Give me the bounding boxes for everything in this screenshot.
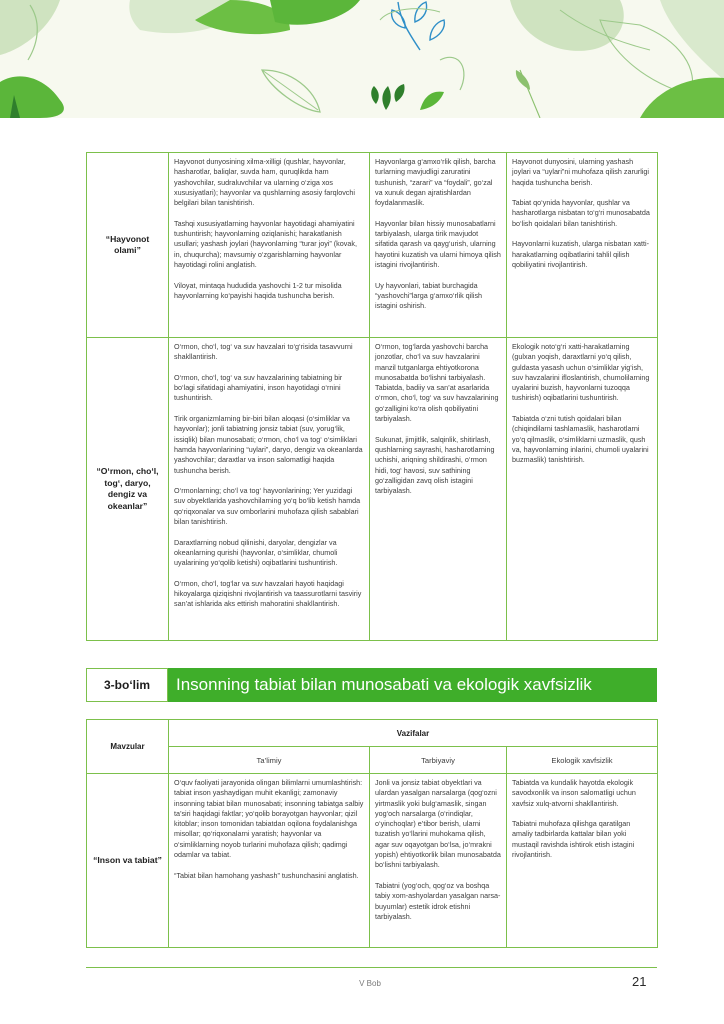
educational-cell: O‘quv faoliyati jarayonida olingan bilimlarni umumlashtirish: tabiat inson yashaydigan muhit ekanligi; zamonaviy insonning tabiat bilan munosabati; insonning tabiatga salbiy ta’siri haqidagi faktlar; yo‘qolib borayotgan hayvonlar; qizil kitoblar; inson tomonidan tabiatdan oqilona foydalanishga misollar; qo‘riqxonalarni yaratish; hayvonlar va o‘simliklarning noyob turlarini muhofaza qilish; qadimgi odamlar va tabiat. “Tabiat bilan hamohang yashash” tushunchasini anglatish. xyxy=(169,774,370,948)
section-number: 3-bo‘lim xyxy=(86,668,168,702)
header-banner xyxy=(0,0,724,118)
leaf-decoration-icon xyxy=(0,0,724,118)
topics-header: Mavzular xyxy=(87,720,169,774)
chapter-label: V Bob xyxy=(359,979,381,988)
educational-cell: O‘rmon, cho‘l, tog‘ va suv havzalari to‘g‘risida tasavvurni shakllantirish. O‘rmon, cho‘l, tog‘ va suv havzalarining tabiatning bir bo‘lagi sifatidagi ahamiyatini, inson hayotidagi o‘rnini tushuntirish. Tirik organizmlarning bir-biri bilan aloqasi (o‘simliklar va hayvonlar); jonli tabiatning jonsiz tabiat (suv, yorug‘lik, issiqlik) bilan munosabati; o‘rmon, cho‘l va tog‘ o‘simliklari hamda hayvonlarining “uylari”, daryo, dengiz va okeanlarda yashovchilar; daraxtlar va inson salomatligi haqida tushuncha berish. O‘rmonlarning; cho‘l va tog‘ hayvonlarining; Yer yuzidagi suv obyektlarida yashovchilarning yo‘q bo‘lib ketish hamda qo‘riqxonalar va suv omborlarini muhofaza qilish sabablari bilan tanishtirish. Daraxtlarning nobud qilinishi, daryolar, dengizlar va okeanlarning qurishi (hayvonlar, o‘simliklar, chumoli uyalarining yo‘qolib ketishi) oqibatlarini tushuntirish. O‘rmon, cho‘l, tog‘lar va suv havzalari hayoti haqidagi hikoyalarga qiziqishni rivojlantirish va taassurotlarni tasviriy san’at ishlarida aks ettirish mahoratini shakllantirish. xyxy=(169,338,370,641)
table-header-row xyxy=(87,747,658,774)
section-title: Insonning tabiat bilan munosabati va ekologik xavfsizlik xyxy=(168,668,657,702)
upbringing-cell: O‘rmon, tog‘larda yashovchi barcha jonzotlar, cho‘l va suv havzalarini manzil tutganlarga ehtiyotkorona munosabatda bo‘lishni tarbiyalash. Tabiatda, badiiy va san’at asarlarida o‘rmon, cho‘l, tog‘ va suv havzalarining go‘zalligini ko‘ra olish qobiliyatini tarbiyalash. Sukunat, jimjitlik, salqinlik, shitirlash, qushlarning sayrashi, hasharotlarning uchishi, ariqning shildirashi, o‘rmon hidi, tog‘ havosi, suv sathining go‘zalligidan zavq olish istagini tarbiyalash. xyxy=(370,338,507,641)
table-header-row xyxy=(87,720,658,747)
topic-cell: “Inson va tabiat” xyxy=(87,774,169,948)
ecology-cell: Tabiatda va kundalik hayotda ekologik savodxonlik va inson salomatligi uchun xavfsiz xulq-atvorni shakllantirish. Tabiatni muhofaza qilishga qaratilgan amaliy tadbirlarda kattalar bilan yoki mustaqil ravishda ishtirok etish istagini rivojlantirish. xyxy=(507,774,658,948)
upbringing-cell: Jonli va jonsiz tabiat obyektlari va ulardan yasalgan narsalarga (qog‘ozni yirtmaslik yoki bulg‘amaslik, singan yog‘och narsalarga (o‘rindiqlar, o‘yinchoqlar) e’tibor berish, ularni tuzatish yo‘llarini muhokama qilish, agar suv oqayotgan bo‘lsa, jo‘mrakni yopish) ehtiyotkorlik bilan munosabatda bo‘lishni tarbiyalash. Tabiatni (yog‘och, qog‘oz va boshqa tabiy xom-ashyolardan yasalgan narsa-buyumlar) estetik idrok etishni tarbiyalash. xyxy=(370,774,507,948)
footer-divider xyxy=(86,967,657,968)
ecology-cell: Hayvonot dunyosini, ularning yashash joylari va “uylari”ni muhofaza qilish zarurligi haqida tushuncha berish. Tabiat qo‘ynida hayvonlar, qushlar va hasharotlarga nisbatan to‘g‘ri munosabatda bo‘lish qoidalari bilan tanishtirish. Hayvonlarni kuzatish, ularga nisbatan xatti-harakatlarning oqibatlarini tahlil qilish qobiliyatini rivojlantirish. xyxy=(507,153,658,338)
topic-cell: “O‘rmon, cho‘l, tog‘, daryo, dengiz va okeanlar” xyxy=(87,338,169,641)
ecology-cell: Ekologik noto‘g‘ri xatti-harakatlarning (gulxan yoqish, daraxtlarni yo‘q qilish, guldasta yasash uchun o‘simliklar yig‘ish, suv havzalarini ifloslantirish, chumolilarning uyalarini buzish, hayvonlarni tuzoqqa tushirish) oqibatlarini tushuntirish. Tabiatda o‘zni tutish qoidalari bilan (chiqindilarni tashlamaslik, hasharotlarni yo‘q qilmaslik, o‘simliklarni uzmaslik, qush va, hayvonlarning inlarini, chumoli uyalarini buzmaslik) tanishtirish. xyxy=(507,338,658,641)
tasks-header: Vazifalar xyxy=(169,720,658,747)
topic-cell: “Hayvonot olami” xyxy=(87,153,169,338)
table-row xyxy=(87,153,658,338)
curriculum-table-2 xyxy=(86,719,658,948)
upbringing-cell: Hayvonlarga g‘amxo‘rlik qilish, barcha turlarning mavjudligi zaruratini tushunish, “zarari” va “foydali”, go‘zal va xunuk degan ajratishlardan foydalanmaslik. Hayvonlar bilan hissiy munosabatlarni tarbiyalash, ularga tirik mavjudot sifatida qarash va qayg‘urish, ularning hayotini kuzatish va ularni himoya qilish istagini rivojlantirish. Uy hayvonlari, tabiat burchagida “yashovchi”larga g‘amxo‘rlik qilish istagini oshirish. xyxy=(370,153,507,338)
educational-cell: Hayvonot dunyosining xilma-xilligi (qushlar, hayvonlar, hasharotlar, baliqlar, suvda ham, quruqlikda ham yashovchilar, sudraluvchilar va ularning o‘ziga xos xususiyatlari); hayvonlar va qushlarning asosiy farqlovchi belgilari bilan tanishtirish. Tashqi xususiyatlarning hayvonlar hayotidagi ahamiyatini tushuntirish; hayvonlarning oziqlanishi; harakatlanish usullari; yashash joylari (hayvonlarning “turar joyi” (kovak, in, chuqurcha); mavsumiy o‘zgarishlarning hayvonlar hayotidagi rolini anglatish. Viloyat, mintaqa hududida yashovchi 1-2 tur misolida hayvonlarning ko‘payishi haqida tushuncha berish. xyxy=(169,153,370,338)
table-row xyxy=(87,338,658,641)
col-header-upbringing: Tarbiyaviy xyxy=(370,747,507,774)
curriculum-table-1 xyxy=(86,152,658,641)
table-row xyxy=(87,774,658,948)
section-heading xyxy=(86,668,657,702)
col-header-ecology: Ekologik xavfsizlik xyxy=(507,747,658,774)
page-number: 21 xyxy=(632,974,647,989)
col-header-educational: Ta’limiy xyxy=(169,747,370,774)
